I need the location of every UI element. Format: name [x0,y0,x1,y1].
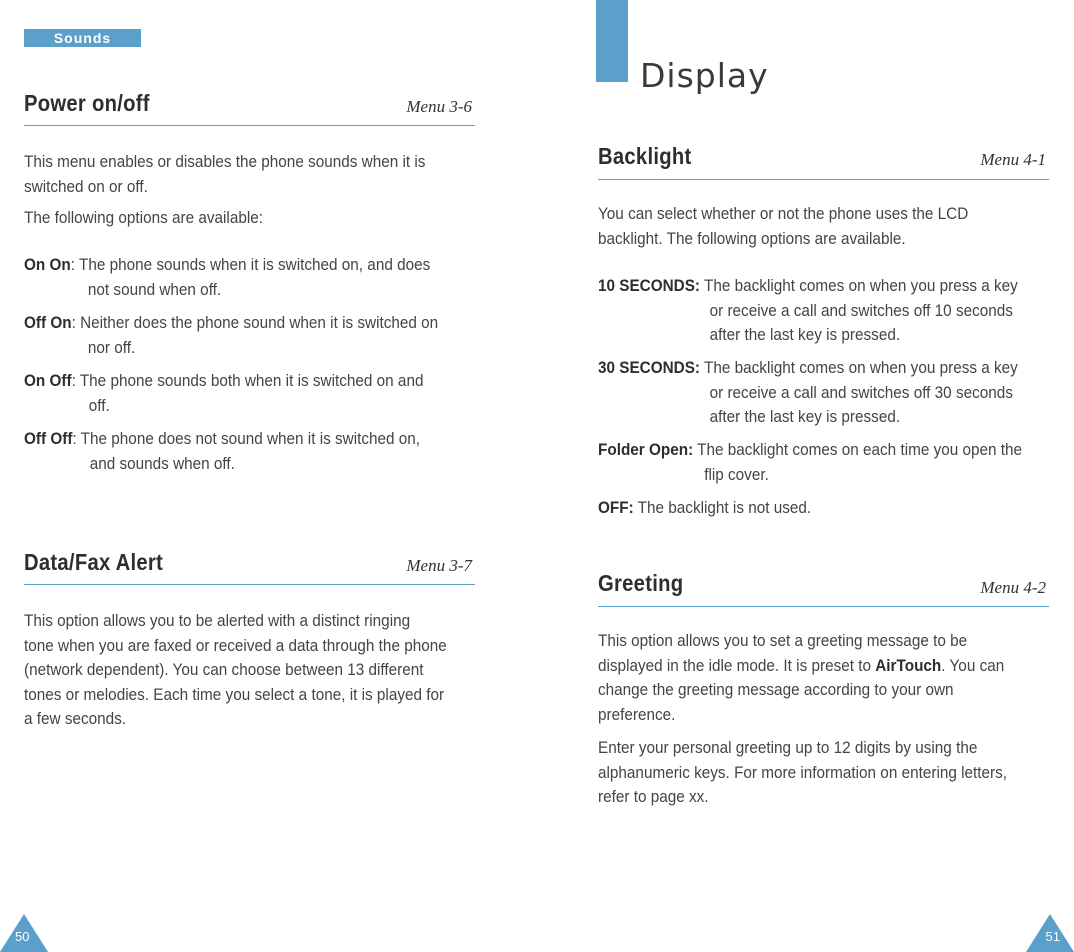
chapter-bar [596,0,628,82]
section-tab: Sounds [24,29,141,47]
greeting-default-value: AirTouch [875,655,942,675]
option-off-off: Off Off: The phone does not sound when it is switched on, and sounds when off. [24,429,421,473]
option-folder-open: Folder Open: The backlight comes on each time you open the flip cover. [598,440,1023,484]
fax-body: This option allows you to be alerted with a distinct ringing tone when you are faxed or received a data through the phone (network dependent). You can choose between 13 different tones or melodies. Each time you select a tone, it is played for a few seconds. [24,611,447,728]
option-off-on: Off On: Neither does the phone sound when it is switched on nor off. [24,313,439,357]
backlight-intro: You can select whether or not the phone uses the LCD backlight. The following options are available. [598,204,969,248]
option-off: OFF: The backlight is not used. [598,498,812,517]
fax-rule [24,584,475,585]
backlight-heading: Backlight [598,143,692,169]
option-30-seconds: 30 SECONDS: The backlight comes on when you press a key or receive a call and switches off 30 seconds after the last key is pressed. [598,358,1018,426]
power-intro: This menu enables or disables the phone sounds when it is switched on or off. [24,152,426,196]
option-on-on: On On: The phone sounds when it is switched on, and does not sound when off. [24,255,431,299]
greeting-body-2: Enter your personal greeting up to 12 digits by using the alphanumeric keys. For more information on entering letters, refer to page xx. [598,738,1008,806]
option-10-seconds: 10 SECONDS: The backlight comes on when you press a key or receive a call and switches off 10 seconds after the last key is pressed. [598,276,1018,344]
chapter-title: Display [640,56,769,95]
right-page [537,0,1074,952]
greeting-body-1: This option allows you to set a greeting message to be displayed in the idle mode. It is preset to AirTouch. You can change the greeting message according to your own preference. [598,631,1005,724]
page-number: 51 [1045,929,1060,944]
fax-heading: Data/Fax Alert [24,549,164,575]
backlight-rule [598,179,1049,180]
greeting-rule [598,606,1049,607]
power-rule [24,125,475,126]
power-intro-2: The following options are available: [24,208,264,227]
fax-menu-ref: Menu 3-7 [406,556,472,575]
backlight-menu-ref: Menu 4-1 [980,150,1046,169]
greeting-menu-ref: Menu 4-2 [980,578,1046,597]
option-on-off: On Off: The phone sounds both when it is switched on and off. [24,371,424,415]
power-heading: Power on/off [24,90,150,116]
page-number: 50 [15,929,30,944]
greeting-heading: Greeting [598,570,684,596]
power-menu-ref: Menu 3-6 [406,97,472,116]
